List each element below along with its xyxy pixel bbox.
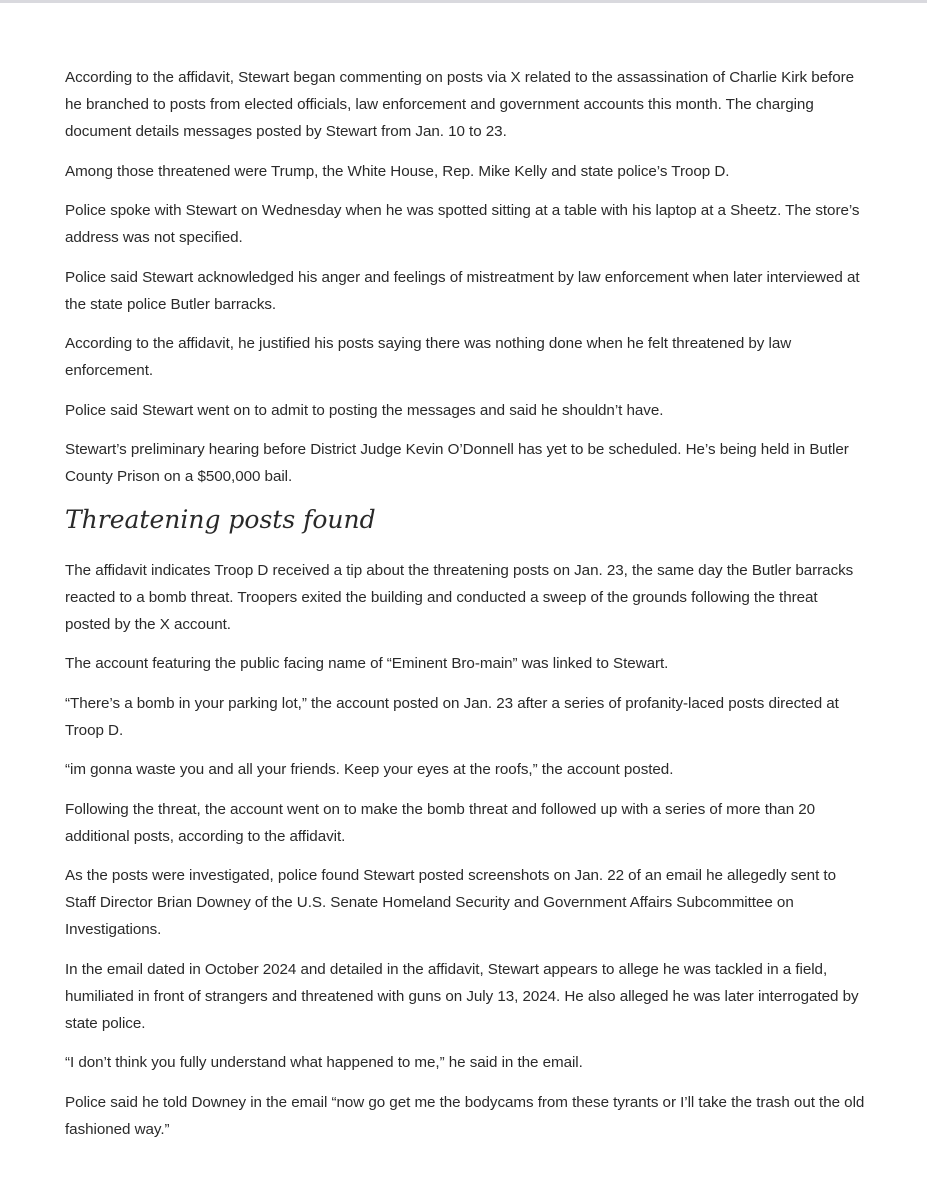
article-paragraph: Police said Stewart acknowledged his anger and feelings of mistreatment by law enforcement when later interviewed at the state police Butler barracks. [65,268,860,313]
article-paragraph: Among those threatened were Trump, the White House, Rep. Mike Kelly and state police’s Troop D. [65,162,730,180]
article-paragraph: “im gonna waste you and all your friends. Keep your eyes at the roofs,” the account posted. [65,761,674,778]
article-paragraph: Following the threat, the account went on to make the bomb threat and followed up with a series of more than 20 additional posts, according to the affidavit. [65,800,816,845]
article-paragraph: Stewart’s preliminary hearing before District Judge Kevin O’Donnell has yet to be scheduled. He’s being held in Butler County Prison on a $500,000 bail. [65,441,849,485]
article-paragraph: Police said he told Downey in the email “now go get me the bodycams from these tyrants or I’ll take the trash out the old fashioned way.” [65,1093,865,1138]
article-paragraph: The account featuring the public facing name of “Eminent Bro-main” was linked to Stewart. [65,655,669,672]
article-body [65,64,865,1155]
top-divider [0,0,927,3]
article-paragraph: “I don’t think you fully understand what happened to me,” he said in the email. [65,1054,583,1071]
article-paragraph: “There’s a bomb in your parking lot,” the account posted on Jan. 23 after a series of profanity-laced posts directed at Troop D. [65,694,839,739]
article-paragraph: As the posts were investigated, police found Stewart posted screenshots on Jan. 22 of an email he allegedly sent to Staff Director Brian Downey of the U.S. Senate Homeland Security and Government Affairs Subcommittee on Investigations. [65,867,836,938]
section-heading: Threatening posts found [65,504,376,534]
article-paragraph: The affidavit indicates Troop D received a tip about the threatening posts on Jan. 23, the same day the Butler barracks reacted to a bomb threat. Troopers exited the building and conducted a sweep of the grounds following the threat posted by the X account. [65,561,854,633]
article-paragraph: In the email dated in October 2024 and detailed in the affidavit, Stewart appears to allege he was tackled in a field, humiliated in front of strangers and threatened with guns on July 13, 2024. He also alleged he was later interrogated by state police. [65,960,859,1032]
article-paragraph: According to the affidavit, Stewart began commenting on posts via X related to the assassination of Charlie Kirk before he branched to posts from elected officials, law enforcement and government accounts this month. The charging document details messages posted by Stewart from Jan. 10 to 23. [65,69,855,140]
article-paragraph: According to the affidavit, he justified his posts saying there was nothing done when he felt threatened by law enforcement. [65,335,792,379]
article-paragraph: Police spoke with Stewart on Wednesday when he was spotted sitting at a table with his laptop at a Sheetz. The store’s address was not specified. [65,202,860,246]
article-paragraph: Police said Stewart went on to admit to posting the messages and said he shouldn’t have. [65,401,664,419]
